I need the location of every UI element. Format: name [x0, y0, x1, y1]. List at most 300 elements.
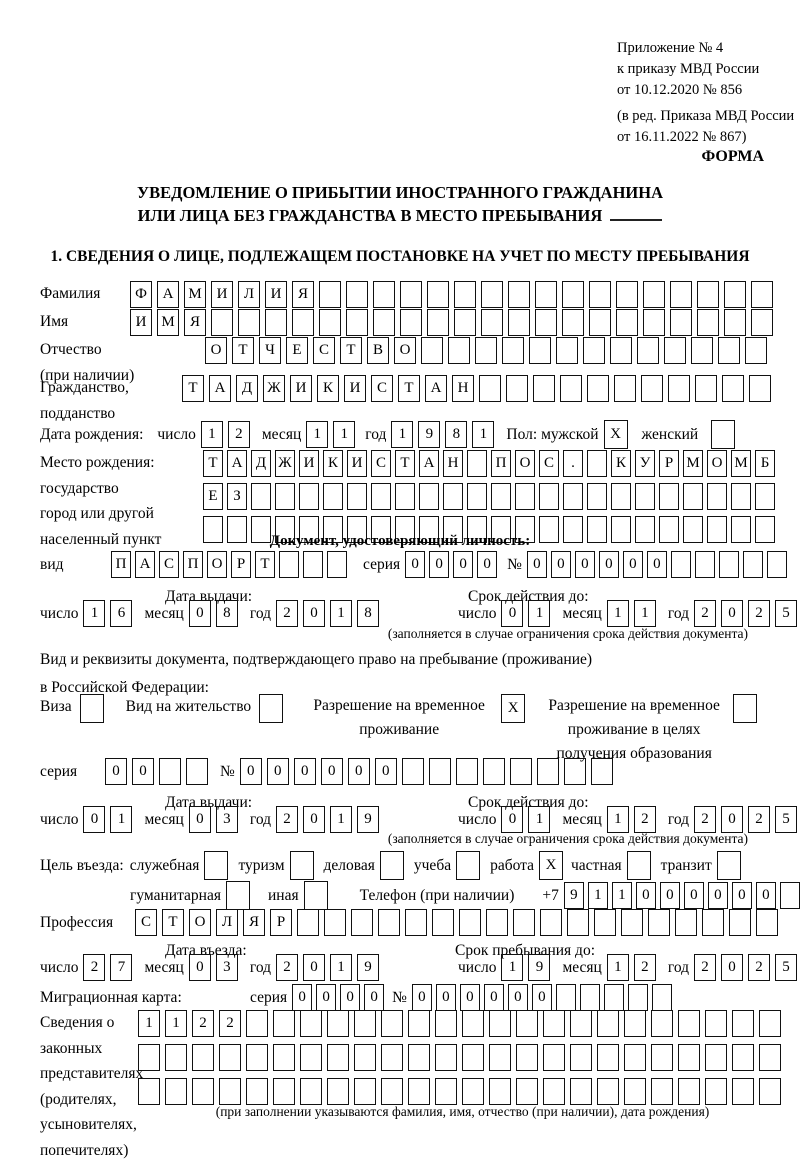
char-cell[interactable]: [539, 483, 559, 510]
char-cell[interactable]: [323, 483, 343, 510]
char-cell[interactable]: [587, 483, 607, 510]
char-cell[interactable]: 2: [219, 1010, 241, 1037]
char-cell[interactable]: 2: [748, 954, 770, 981]
char-cell[interactable]: О: [515, 450, 535, 477]
char-cell[interactable]: [724, 281, 746, 308]
char-cell[interactable]: [435, 1010, 457, 1037]
char-cell[interactable]: 2: [276, 954, 298, 981]
char-cell[interactable]: [570, 1078, 592, 1105]
char-cell[interactable]: [381, 1078, 403, 1105]
char-cell[interactable]: С: [371, 450, 391, 477]
char-cell[interactable]: [570, 1044, 592, 1071]
sex-male-checkbox[interactable]: X: [604, 420, 628, 449]
char-cell[interactable]: Т: [182, 375, 204, 402]
char-cell[interactable]: [486, 909, 508, 936]
char-cell[interactable]: [238, 309, 260, 336]
char-cell[interactable]: 1: [607, 600, 629, 627]
char-cell[interactable]: [483, 758, 505, 785]
char-cell[interactable]: 0: [660, 882, 680, 909]
char-cell[interactable]: [373, 309, 395, 336]
char-cell[interactable]: О: [707, 450, 727, 477]
char-cell[interactable]: 1: [333, 421, 355, 448]
char-cell[interactable]: [508, 281, 530, 308]
char-cell[interactable]: [408, 1010, 430, 1037]
char-cell[interactable]: [695, 375, 717, 402]
char-cell[interactable]: [702, 909, 724, 936]
char-cell[interactable]: [751, 309, 773, 336]
char-cell[interactable]: 1: [612, 882, 632, 909]
char-cell[interactable]: 0: [132, 758, 154, 785]
char-cell[interactable]: И: [344, 375, 366, 402]
char-cell[interactable]: [219, 1078, 241, 1105]
char-cell[interactable]: [614, 375, 636, 402]
char-cell[interactable]: Е: [203, 483, 223, 510]
char-cell[interactable]: 0: [267, 758, 289, 785]
char-cell[interactable]: 2: [694, 806, 716, 833]
char-cell[interactable]: С: [313, 337, 335, 364]
char-cell[interactable]: [319, 281, 341, 308]
char-cell[interactable]: 6: [110, 600, 132, 627]
char-cell[interactable]: [502, 337, 524, 364]
char-cell[interactable]: .: [563, 450, 583, 477]
char-cell[interactable]: С: [159, 551, 179, 578]
char-cell[interactable]: Е: [286, 337, 308, 364]
char-cell[interactable]: [489, 1078, 511, 1105]
char-cell[interactable]: [429, 758, 451, 785]
char-cell[interactable]: 1: [528, 806, 550, 833]
char-cell[interactable]: С: [135, 909, 157, 936]
char-cell[interactable]: 1: [165, 1010, 187, 1037]
char-cell[interactable]: К: [611, 450, 631, 477]
char-cell[interactable]: Т: [203, 450, 223, 477]
char-cell[interactable]: [251, 483, 271, 510]
char-cell[interactable]: 0: [575, 551, 595, 578]
char-cell[interactable]: [475, 337, 497, 364]
char-cell[interactable]: [516, 1010, 538, 1037]
char-cell[interactable]: И: [130, 309, 152, 336]
char-cell[interactable]: [705, 1044, 727, 1071]
char-cell[interactable]: 0: [508, 984, 528, 1011]
char-cell[interactable]: 0: [189, 600, 211, 627]
char-cell[interactable]: [567, 909, 589, 936]
char-cell[interactable]: 2: [83, 954, 105, 981]
char-cell[interactable]: Н: [452, 375, 474, 402]
char-cell[interactable]: 0: [721, 806, 743, 833]
char-cell[interactable]: 0: [527, 551, 547, 578]
char-cell[interactable]: [273, 1078, 295, 1105]
char-cell[interactable]: [597, 1078, 619, 1105]
char-cell[interactable]: [732, 1044, 754, 1071]
char-cell[interactable]: [395, 483, 415, 510]
char-cell[interactable]: 1: [528, 600, 550, 627]
char-cell[interactable]: 0: [405, 551, 425, 578]
char-cell[interactable]: [670, 281, 692, 308]
char-cell[interactable]: [427, 309, 449, 336]
char-cell[interactable]: [637, 337, 659, 364]
char-cell[interactable]: [192, 1078, 214, 1105]
char-cell[interactable]: [467, 450, 487, 477]
char-cell[interactable]: [408, 1078, 430, 1105]
char-cell[interactable]: [643, 309, 665, 336]
char-cell[interactable]: 0: [189, 806, 211, 833]
char-cell[interactable]: [597, 1044, 619, 1071]
purpose-transit-checkbox[interactable]: [717, 851, 741, 880]
char-cell[interactable]: М: [184, 281, 206, 308]
char-cell[interactable]: [219, 1044, 241, 1071]
char-cell[interactable]: [697, 309, 719, 336]
char-cell[interactable]: [641, 375, 663, 402]
char-cell[interactable]: [265, 309, 287, 336]
char-cell[interactable]: [597, 1010, 619, 1037]
char-cell[interactable]: 2: [276, 600, 298, 627]
char-cell[interactable]: [587, 375, 609, 402]
char-cell[interactable]: [705, 1078, 727, 1105]
char-cell[interactable]: [300, 1044, 322, 1071]
char-cell[interactable]: [435, 1044, 457, 1071]
char-cell[interactable]: Я: [243, 909, 265, 936]
char-cell[interactable]: [745, 337, 767, 364]
char-cell[interactable]: [510, 758, 532, 785]
char-cell[interactable]: [489, 1010, 511, 1037]
char-cell[interactable]: [759, 1044, 781, 1071]
char-cell[interactable]: [354, 1044, 376, 1071]
char-cell[interactable]: А: [425, 375, 447, 402]
char-cell[interactable]: [456, 758, 478, 785]
char-cell[interactable]: 0: [348, 758, 370, 785]
char-cell[interactable]: [300, 1078, 322, 1105]
char-cell[interactable]: [186, 758, 208, 785]
char-cell[interactable]: [462, 1010, 484, 1037]
char-cell[interactable]: 1: [138, 1010, 160, 1037]
char-cell[interactable]: 0: [453, 551, 473, 578]
char-cell[interactable]: 7: [110, 954, 132, 981]
char-cell[interactable]: [664, 337, 686, 364]
char-cell[interactable]: 2: [228, 421, 250, 448]
char-cell[interactable]: [513, 909, 535, 936]
char-cell[interactable]: 9: [357, 806, 379, 833]
char-cell[interactable]: Л: [238, 281, 260, 308]
char-cell[interactable]: [564, 758, 586, 785]
char-cell[interactable]: [427, 281, 449, 308]
char-cell[interactable]: 0: [375, 758, 397, 785]
char-cell[interactable]: [419, 483, 439, 510]
char-cell[interactable]: М: [157, 309, 179, 336]
char-cell[interactable]: [246, 1010, 268, 1037]
char-cell[interactable]: [731, 483, 751, 510]
char-cell[interactable]: [400, 281, 422, 308]
char-cell[interactable]: [648, 909, 670, 936]
char-cell[interactable]: [562, 309, 584, 336]
char-cell[interactable]: [292, 309, 314, 336]
char-cell[interactable]: [351, 909, 373, 936]
purpose-other-checkbox[interactable]: [304, 881, 328, 910]
char-cell[interactable]: 0: [599, 551, 619, 578]
char-cell[interactable]: 1: [330, 806, 352, 833]
char-cell[interactable]: [246, 1078, 268, 1105]
char-cell[interactable]: [346, 281, 368, 308]
char-cell[interactable]: [165, 1078, 187, 1105]
char-cell[interactable]: 0: [477, 551, 497, 578]
char-cell[interactable]: 2: [192, 1010, 214, 1037]
char-cell[interactable]: [467, 483, 487, 510]
char-cell[interactable]: А: [419, 450, 439, 477]
char-cell[interactable]: 2: [748, 600, 770, 627]
char-cell[interactable]: [759, 1010, 781, 1037]
char-cell[interactable]: 0: [721, 954, 743, 981]
char-cell[interactable]: [643, 281, 665, 308]
char-cell[interactable]: Т: [395, 450, 415, 477]
char-cell[interactable]: Т: [255, 551, 275, 578]
char-cell[interactable]: [729, 909, 751, 936]
char-cell[interactable]: [491, 483, 511, 510]
char-cell[interactable]: [459, 909, 481, 936]
char-cell[interactable]: 0: [501, 806, 523, 833]
char-cell[interactable]: [192, 1044, 214, 1071]
char-cell[interactable]: 0: [636, 882, 656, 909]
char-cell[interactable]: [327, 1044, 349, 1071]
char-cell[interactable]: [755, 483, 775, 510]
char-cell[interactable]: [165, 1044, 187, 1071]
char-cell[interactable]: 0: [303, 954, 325, 981]
char-cell[interactable]: 0: [684, 882, 704, 909]
char-cell[interactable]: [327, 1010, 349, 1037]
char-cell[interactable]: [589, 309, 611, 336]
char-cell[interactable]: [435, 1078, 457, 1105]
char-cell[interactable]: 8: [216, 600, 238, 627]
char-cell[interactable]: [722, 375, 744, 402]
char-cell[interactable]: [705, 1010, 727, 1037]
char-cell[interactable]: П: [491, 450, 511, 477]
char-cell[interactable]: 0: [623, 551, 643, 578]
char-cell[interactable]: [563, 483, 583, 510]
char-cell[interactable]: 2: [634, 954, 656, 981]
char-cell[interactable]: [515, 483, 535, 510]
char-cell[interactable]: [695, 551, 715, 578]
char-cell[interactable]: А: [227, 450, 247, 477]
purpose-humanitarian-checkbox[interactable]: [226, 881, 250, 910]
char-cell[interactable]: [628, 984, 648, 1011]
char-cell[interactable]: 0: [240, 758, 262, 785]
purpose-official-checkbox[interactable]: [204, 851, 228, 880]
char-cell[interactable]: [408, 1044, 430, 1071]
char-cell[interactable]: 1: [588, 882, 608, 909]
char-cell[interactable]: [535, 281, 557, 308]
char-cell[interactable]: 3: [216, 954, 238, 981]
temp-residence-edu-checkbox[interactable]: [733, 694, 757, 723]
char-cell[interactable]: [346, 309, 368, 336]
char-cell[interactable]: И: [347, 450, 367, 477]
char-cell[interactable]: [300, 1010, 322, 1037]
char-cell[interactable]: П: [111, 551, 131, 578]
char-cell[interactable]: 1: [110, 806, 132, 833]
purpose-study-checkbox[interactable]: [456, 851, 480, 880]
char-cell[interactable]: 0: [551, 551, 571, 578]
char-cell[interactable]: [780, 882, 800, 909]
char-cell[interactable]: [718, 337, 740, 364]
char-cell[interactable]: [659, 483, 679, 510]
char-cell[interactable]: [732, 1078, 754, 1105]
char-cell[interactable]: [678, 1078, 700, 1105]
char-cell[interactable]: [759, 1078, 781, 1105]
char-cell[interactable]: [373, 281, 395, 308]
char-cell[interactable]: [319, 309, 341, 336]
char-cell[interactable]: 9: [357, 954, 379, 981]
char-cell[interactable]: [138, 1078, 160, 1105]
char-cell[interactable]: [589, 281, 611, 308]
char-cell[interactable]: 0: [292, 984, 312, 1011]
char-cell[interactable]: 2: [634, 806, 656, 833]
char-cell[interactable]: [611, 483, 631, 510]
char-cell[interactable]: [580, 984, 600, 1011]
char-cell[interactable]: 0: [532, 984, 552, 1011]
char-cell[interactable]: 0: [484, 984, 504, 1011]
char-cell[interactable]: [327, 1078, 349, 1105]
char-cell[interactable]: М: [683, 450, 703, 477]
char-cell[interactable]: [683, 483, 703, 510]
char-cell[interactable]: 1: [330, 954, 352, 981]
char-cell[interactable]: П: [183, 551, 203, 578]
char-cell[interactable]: [767, 551, 787, 578]
char-cell[interactable]: О: [207, 551, 227, 578]
char-cell[interactable]: [381, 1044, 403, 1071]
char-cell[interactable]: 9: [564, 882, 584, 909]
sex-female-checkbox[interactable]: [711, 420, 735, 449]
char-cell[interactable]: И: [211, 281, 233, 308]
char-cell[interactable]: 1: [501, 954, 523, 981]
residence-permit-checkbox[interactable]: [259, 694, 283, 723]
char-cell[interactable]: 0: [340, 984, 360, 1011]
char-cell[interactable]: [324, 909, 346, 936]
char-cell[interactable]: 1: [634, 600, 656, 627]
char-cell[interactable]: О: [205, 337, 227, 364]
char-cell[interactable]: [635, 483, 655, 510]
char-cell[interactable]: Я: [292, 281, 314, 308]
char-cell[interactable]: [273, 1010, 295, 1037]
char-cell[interactable]: [479, 375, 501, 402]
char-cell[interactable]: [516, 1078, 538, 1105]
char-cell[interactable]: [481, 281, 503, 308]
char-cell[interactable]: Т: [398, 375, 420, 402]
char-cell[interactable]: [556, 337, 578, 364]
char-cell[interactable]: Ф: [130, 281, 152, 308]
char-cell[interactable]: 2: [694, 954, 716, 981]
char-cell[interactable]: [506, 375, 528, 402]
purpose-private-checkbox[interactable]: [627, 851, 651, 880]
char-cell[interactable]: [508, 309, 530, 336]
char-cell[interactable]: [246, 1044, 268, 1071]
char-cell[interactable]: [529, 337, 551, 364]
char-cell[interactable]: 0: [364, 984, 384, 1011]
char-cell[interactable]: 0: [756, 882, 776, 909]
char-cell[interactable]: И: [265, 281, 287, 308]
char-cell[interactable]: [756, 909, 778, 936]
char-cell[interactable]: [707, 483, 727, 510]
visa-checkbox[interactable]: [80, 694, 104, 723]
char-cell[interactable]: Д: [236, 375, 258, 402]
char-cell[interactable]: Н: [443, 450, 463, 477]
char-cell[interactable]: [624, 1010, 646, 1037]
char-cell[interactable]: С: [539, 450, 559, 477]
char-cell[interactable]: И: [290, 375, 312, 402]
char-cell[interactable]: [543, 1010, 565, 1037]
char-cell[interactable]: 0: [303, 806, 325, 833]
char-cell[interactable]: 2: [694, 600, 716, 627]
char-cell[interactable]: Ч: [259, 337, 281, 364]
char-cell[interactable]: [621, 909, 643, 936]
char-cell[interactable]: [616, 309, 638, 336]
char-cell[interactable]: [651, 1078, 673, 1105]
char-cell[interactable]: [651, 1044, 673, 1071]
char-cell[interactable]: З: [227, 483, 247, 510]
char-cell[interactable]: Р: [231, 551, 251, 578]
char-cell[interactable]: [543, 1044, 565, 1071]
char-cell[interactable]: А: [135, 551, 155, 578]
char-cell[interactable]: [749, 375, 771, 402]
char-cell[interactable]: 0: [429, 551, 449, 578]
char-cell[interactable]: И: [299, 450, 319, 477]
char-cell[interactable]: [481, 309, 503, 336]
char-cell[interactable]: 2: [276, 806, 298, 833]
char-cell[interactable]: С: [371, 375, 393, 402]
char-cell[interactable]: [516, 1044, 538, 1071]
char-cell[interactable]: О: [189, 909, 211, 936]
char-cell[interactable]: [583, 337, 605, 364]
char-cell[interactable]: [327, 551, 347, 578]
char-cell[interactable]: [587, 450, 607, 477]
char-cell[interactable]: 1: [306, 421, 328, 448]
char-cell[interactable]: У: [635, 450, 655, 477]
char-cell[interactable]: [624, 1044, 646, 1071]
char-cell[interactable]: 0: [321, 758, 343, 785]
char-cell[interactable]: [273, 1044, 295, 1071]
char-cell[interactable]: 5: [775, 954, 797, 981]
char-cell[interactable]: [537, 758, 559, 785]
char-cell[interactable]: [751, 281, 773, 308]
char-cell[interactable]: Я: [184, 309, 206, 336]
char-cell[interactable]: Т: [232, 337, 254, 364]
char-cell[interactable]: [303, 551, 323, 578]
char-cell[interactable]: Р: [659, 450, 679, 477]
purpose-business-checkbox[interactable]: [380, 851, 404, 880]
char-cell[interactable]: [405, 909, 427, 936]
char-cell[interactable]: [562, 281, 584, 308]
char-cell[interactable]: Б: [755, 450, 775, 477]
char-cell[interactable]: Д: [251, 450, 271, 477]
char-cell[interactable]: [670, 309, 692, 336]
char-cell[interactable]: А: [157, 281, 179, 308]
char-cell[interactable]: Л: [216, 909, 238, 936]
char-cell[interactable]: 0: [708, 882, 728, 909]
char-cell[interactable]: Т: [162, 909, 184, 936]
char-cell[interactable]: О: [394, 337, 416, 364]
char-cell[interactable]: [275, 483, 295, 510]
char-cell[interactable]: 0: [303, 600, 325, 627]
char-cell[interactable]: [604, 984, 624, 1011]
char-cell[interactable]: 3: [216, 806, 238, 833]
char-cell[interactable]: А: [209, 375, 231, 402]
char-cell[interactable]: Т: [340, 337, 362, 364]
char-cell[interactable]: [591, 758, 613, 785]
char-cell[interactable]: [594, 909, 616, 936]
purpose-work-checkbox[interactable]: X: [539, 851, 563, 880]
char-cell[interactable]: [489, 1044, 511, 1071]
char-cell[interactable]: К: [323, 450, 343, 477]
char-cell[interactable]: [347, 483, 367, 510]
char-cell[interactable]: Ж: [263, 375, 285, 402]
char-cell[interactable]: [448, 337, 470, 364]
char-cell[interactable]: [675, 909, 697, 936]
char-cell[interactable]: [616, 281, 638, 308]
